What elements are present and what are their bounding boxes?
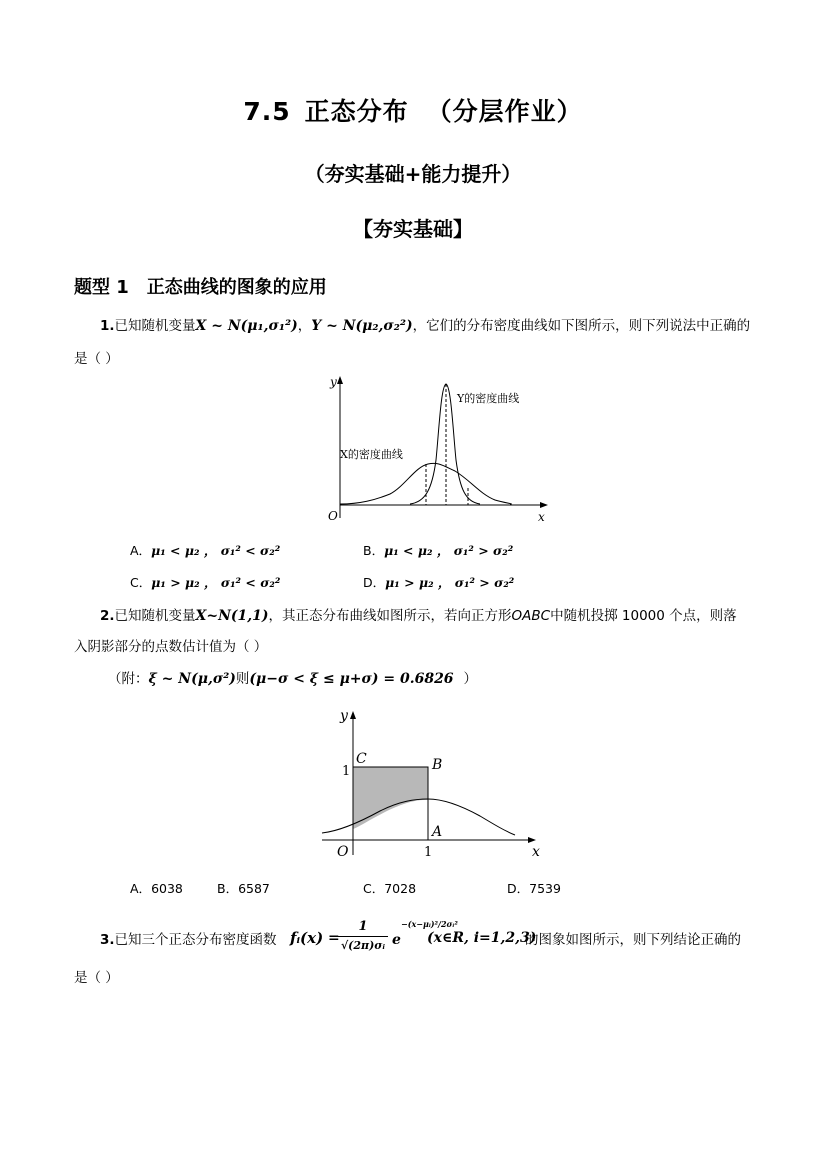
title-main: 正态分布 [304, 97, 409, 126]
q1-x-curve-label: X的密度曲线 [340, 448, 403, 461]
q3-exp-base: e [392, 932, 401, 948]
q2-label-b: B [432, 757, 443, 773]
q3-post: 的图象如图所示，则下列结论正确的 [525, 932, 741, 948]
q1-line2: 是（ ） [74, 351, 119, 367]
q1-y-arrow-icon [337, 376, 343, 384]
option-letter: B． [217, 881, 239, 896]
option-letter: C． [363, 881, 385, 896]
q1-pre: 已知随机变量 [114, 318, 196, 334]
q2-x-label: x [532, 844, 540, 860]
q2-label-a: A [432, 824, 443, 840]
q2-note-pre: （附： [108, 671, 149, 687]
option-letter: C． [130, 575, 152, 590]
q2-label-c: C [356, 751, 367, 767]
q2-tick-x: 1 [424, 845, 433, 860]
q1-x-arrow-icon [540, 502, 548, 508]
q1-number: 1. [100, 318, 115, 334]
option-text: μ₁ > μ₂ ， σ₁² > σ₂² [385, 575, 515, 590]
q3-exp-sup: −(x−μᵢ)²/2σᵢ² [401, 919, 458, 929]
q3-fraction [338, 918, 388, 955]
q2-shaded-region [353, 767, 428, 829]
q3-line1 [100, 920, 780, 964]
option-letter: A． [130, 543, 152, 558]
q2-note-formula: ξ ~ N(μ,σ²) [148, 671, 236, 687]
q2-option-a[interactable] [130, 879, 183, 897]
question-type-label: 题型 1 [74, 277, 129, 298]
q2-y-label: y [340, 708, 348, 724]
q2-note-formula2: (μ−σ < ξ ≤ μ+σ) = 0.6826 [249, 671, 454, 687]
q2-option-d[interactable] [507, 879, 561, 897]
q2-normal-curve [322, 799, 515, 835]
q3-line2: 是（ ） [74, 970, 119, 986]
q2-formula: X~N(1,1) [195, 608, 269, 624]
q2-y-arrow-icon [350, 711, 356, 719]
q1-line1 [100, 316, 770, 336]
page-subtitle: （夯实基础+能力提升） [304, 162, 522, 186]
page-title [0, 92, 826, 128]
q2-note-mid: 则 [235, 671, 250, 687]
q2-x-arrow-icon [528, 837, 536, 843]
q2-option-c[interactable] [363, 879, 416, 897]
q1-option-b[interactable] [363, 541, 513, 559]
option-letter: A． [130, 881, 152, 896]
q2-line1 [100, 606, 780, 626]
q2-post: ，其正态分布曲线如图所示，若向正方形 [268, 608, 512, 624]
question-type-heading [74, 273, 327, 299]
q2-tick-y: 1 [342, 764, 351, 779]
option-text: μ₁ > μ₂ ， σ₁² < σ₂² [151, 575, 281, 590]
q1-y-label: y [330, 375, 337, 389]
title-paren: （分层作业） [426, 97, 583, 126]
q1-option-a[interactable] [130, 541, 280, 559]
q2-note-post: ） [463, 671, 478, 687]
q1-formula-x: X ~ N(μ₁,σ₁²) [195, 318, 298, 334]
q2-square-graph [320, 705, 550, 865]
q1-y-curve-label: Y的密度曲线 [457, 392, 520, 405]
q3-number: 3. [100, 932, 115, 948]
q2-post2: 中随机投掷 10000 个点，则落 [550, 608, 737, 624]
q3-frac-den: √(2π)σᵢ [340, 939, 386, 952]
option-letter: D． [507, 881, 530, 896]
option-text: μ₁ < μ₂ ， σ₁² < σ₂² [151, 543, 281, 558]
option-letter: B． [363, 543, 385, 558]
option-text: 7539 [529, 881, 561, 896]
q1-origin-label: O [328, 509, 338, 523]
q3-frac-num: 1 [338, 918, 388, 937]
option-text: 7028 [384, 881, 417, 896]
q2-square: OABC [511, 608, 551, 624]
q2-origin-label: O [337, 844, 349, 860]
q2-number: 2. [100, 608, 115, 624]
question-type-text: 正态曲线的图象的应用 [146, 277, 327, 298]
q1-density-graph [320, 370, 560, 530]
q2-option-b[interactable] [217, 879, 270, 897]
option-text: 6587 [238, 881, 270, 896]
q1-option-d[interactable] [363, 573, 514, 591]
option-text: μ₁ < μ₂ ， σ₁² > σ₂² [384, 543, 514, 558]
q2-pre: 已知随机变量 [114, 608, 196, 624]
q3-eq: = [328, 930, 340, 946]
q1-sep: ， [297, 318, 312, 334]
q1-post: ，它们的分布密度曲线如下图所示，则下列说法中正确的 [412, 318, 751, 334]
q2-note [108, 669, 477, 689]
q1-formula-y: Y ~ N(μ₂,σ₂²) [311, 318, 413, 334]
title-number: 7.5 [243, 97, 291, 126]
q2-line2: 入阴影部分的点数估计值为（ ） [74, 639, 268, 655]
q3-domain: (x∈R, i=1,2,3) [427, 930, 537, 946]
section-heading: 【夯实基础】 [353, 217, 473, 241]
option-text: 6038 [151, 881, 183, 896]
q3-func: fᵢ(x) [290, 929, 324, 947]
q3-pre: 已知三个正态分布密度函数 [114, 932, 277, 948]
option-letter: D． [363, 575, 386, 590]
q1-x-label: x [538, 510, 545, 524]
q1-option-c[interactable] [130, 573, 280, 591]
